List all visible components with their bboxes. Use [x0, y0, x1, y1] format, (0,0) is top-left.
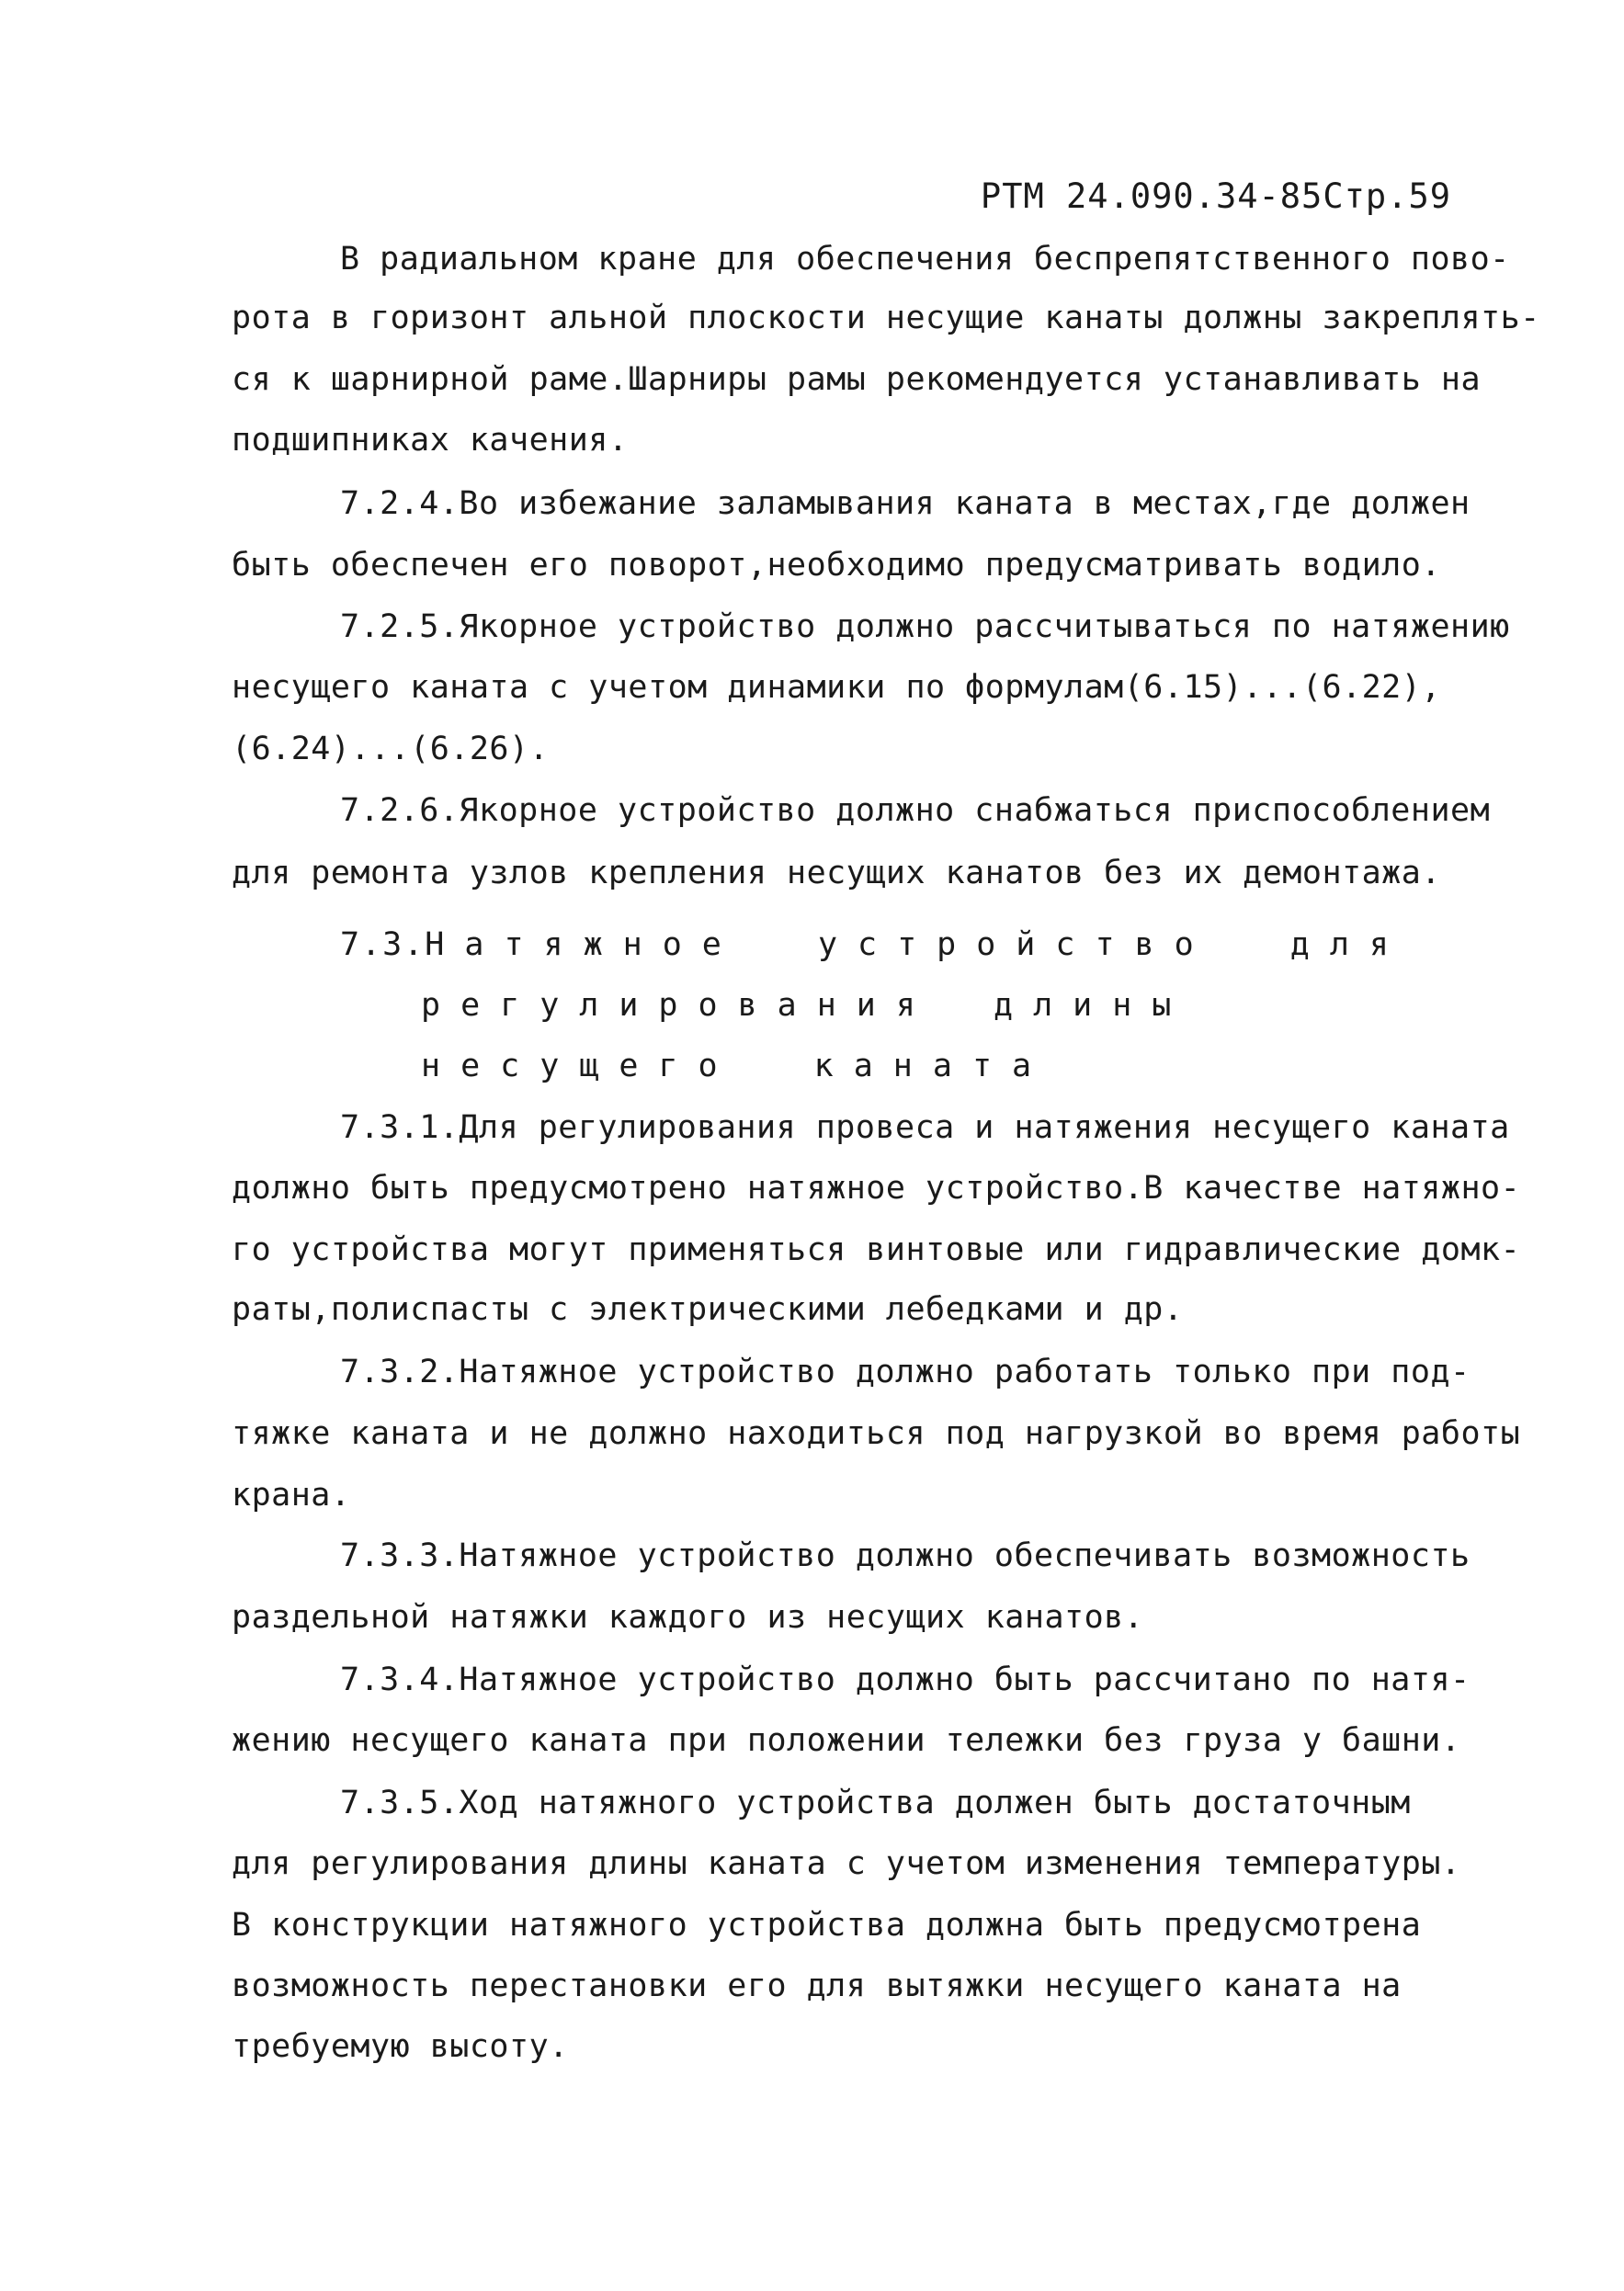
section-heading-line-2: [421, 987, 1191, 1024]
paragraph-7-3-2-line-3: крана.: [232, 1477, 351, 1514]
paragraph-7-2-5-line-2: несущего каната с учетом динамики по формулам(6.15)...(6.22),: [232, 669, 1441, 706]
paragraph-7-3-5-line-3: В конструкции натяжного устройства должна быть предусмотрена: [232, 1907, 1422, 1944]
page-number: Стр.59: [1323, 176, 1451, 216]
paragraph-1-line-4: подшипниках качения.: [232, 422, 629, 459]
paragraph-7-3-3-line-1: 7.3.3.Натяжное устройство должно обеспечивать возможность: [340, 1537, 1471, 1574]
paragraph-7-2-5-line-3: (6.24)...(6.26).: [232, 731, 550, 767]
section-heading-word: Натяжное: [425, 926, 742, 963]
paragraph-7-3-1-line-4: раты,полиспасты с электрическими лебедками и др.: [232, 1291, 1184, 1328]
section-heading-word: каната: [813, 1048, 1052, 1084]
section-heading-word: устройство: [817, 926, 1214, 963]
paragraph-7-2-4-line-2: быть обеспечен его поворот,необходимо предусматривать водило.: [232, 547, 1441, 584]
section-heading-line-3: [421, 1048, 1051, 1084]
paragraph-7-3-4-line-2: жению несущего каната при положении тележки без груза у башни.: [232, 1722, 1461, 1759]
paragraph-7-3-1-line-3: го устройства могут применяться винтовые или гидравлические домк-: [232, 1231, 1521, 1268]
section-heading-word: для: [1289, 926, 1409, 963]
paragraph-7-3-2-line-1: 7.3.2.Натяжное устройство должно работать только при под-: [340, 1354, 1471, 1390]
section-heading-word: регулирования: [421, 987, 936, 1024]
paragraph-7-2-5-line-1: 7.2.5.Якорное устройство должно рассчитываться по натяжению: [340, 608, 1510, 645]
paragraph-7-2-6-line-2: для ремонта узлов крепления несущих канатов без их демонтажа.: [232, 855, 1441, 891]
paragraph-7-3-5-line-1: 7.3.5.Ход натяжного устройства должен быть достаточным: [340, 1785, 1411, 1821]
paragraph-1-line-3: ся к шарнирной раме.Шарниры рамы рекомендуется устанавливать на: [232, 361, 1482, 398]
paragraph-7-2-6-line-1: 7.2.6.Якорное устройство должно снабжаться приспособлением: [340, 792, 1491, 829]
paragraph-7-3-5-line-5: требуемую высоту.: [232, 2028, 569, 2065]
paragraph-1-line-2: рота в горизонт альной плоскости несущие канаты должны закреплять-: [232, 300, 1540, 336]
paragraph-7-3-2-line-2: тяжке каната и не должно находиться под нагрузкой во время работы: [232, 1415, 1521, 1452]
page-header: [981, 176, 1451, 216]
paragraph-7-3-5-line-4: возможность перестановки его для вытяжки несущего каната на: [232, 1968, 1402, 2004]
section-number: 7.3.: [340, 926, 426, 963]
paragraph-7-3-1-line-2: должно быть предусмотрено натяжное устройство.В качестве натяжно-: [232, 1170, 1521, 1207]
section-heading-word: несущего: [421, 1048, 738, 1084]
paragraph-7-2-4-line-1: 7.2.4.Во избежание заламывания каната в местах,где должен: [340, 485, 1471, 522]
paragraph-7-3-3-line-2: раздельной натяжки каждого из несущих канатов.: [232, 1599, 1144, 1636]
paragraph-7-3-1-line-1: 7.3.1.Для регулирования провеса и натяжения несущего каната: [340, 1109, 1510, 1146]
section-heading-word: длины: [994, 987, 1192, 1024]
paragraph-7-3-4-line-1: 7.3.4.Натяжное устройство должно быть рассчитано по натя-: [340, 1662, 1471, 1698]
paragraph-1-line-1: В радиальном кране для обеспечения беспрепятственного пово-: [340, 241, 1510, 278]
document-code: РТМ 24.090.34-85: [980, 176, 1323, 216]
section-heading-line-1: [340, 926, 1409, 963]
paragraph-7-3-5-line-2: для регулирования длины каната с учетом изменения температуры.: [232, 1845, 1461, 1882]
